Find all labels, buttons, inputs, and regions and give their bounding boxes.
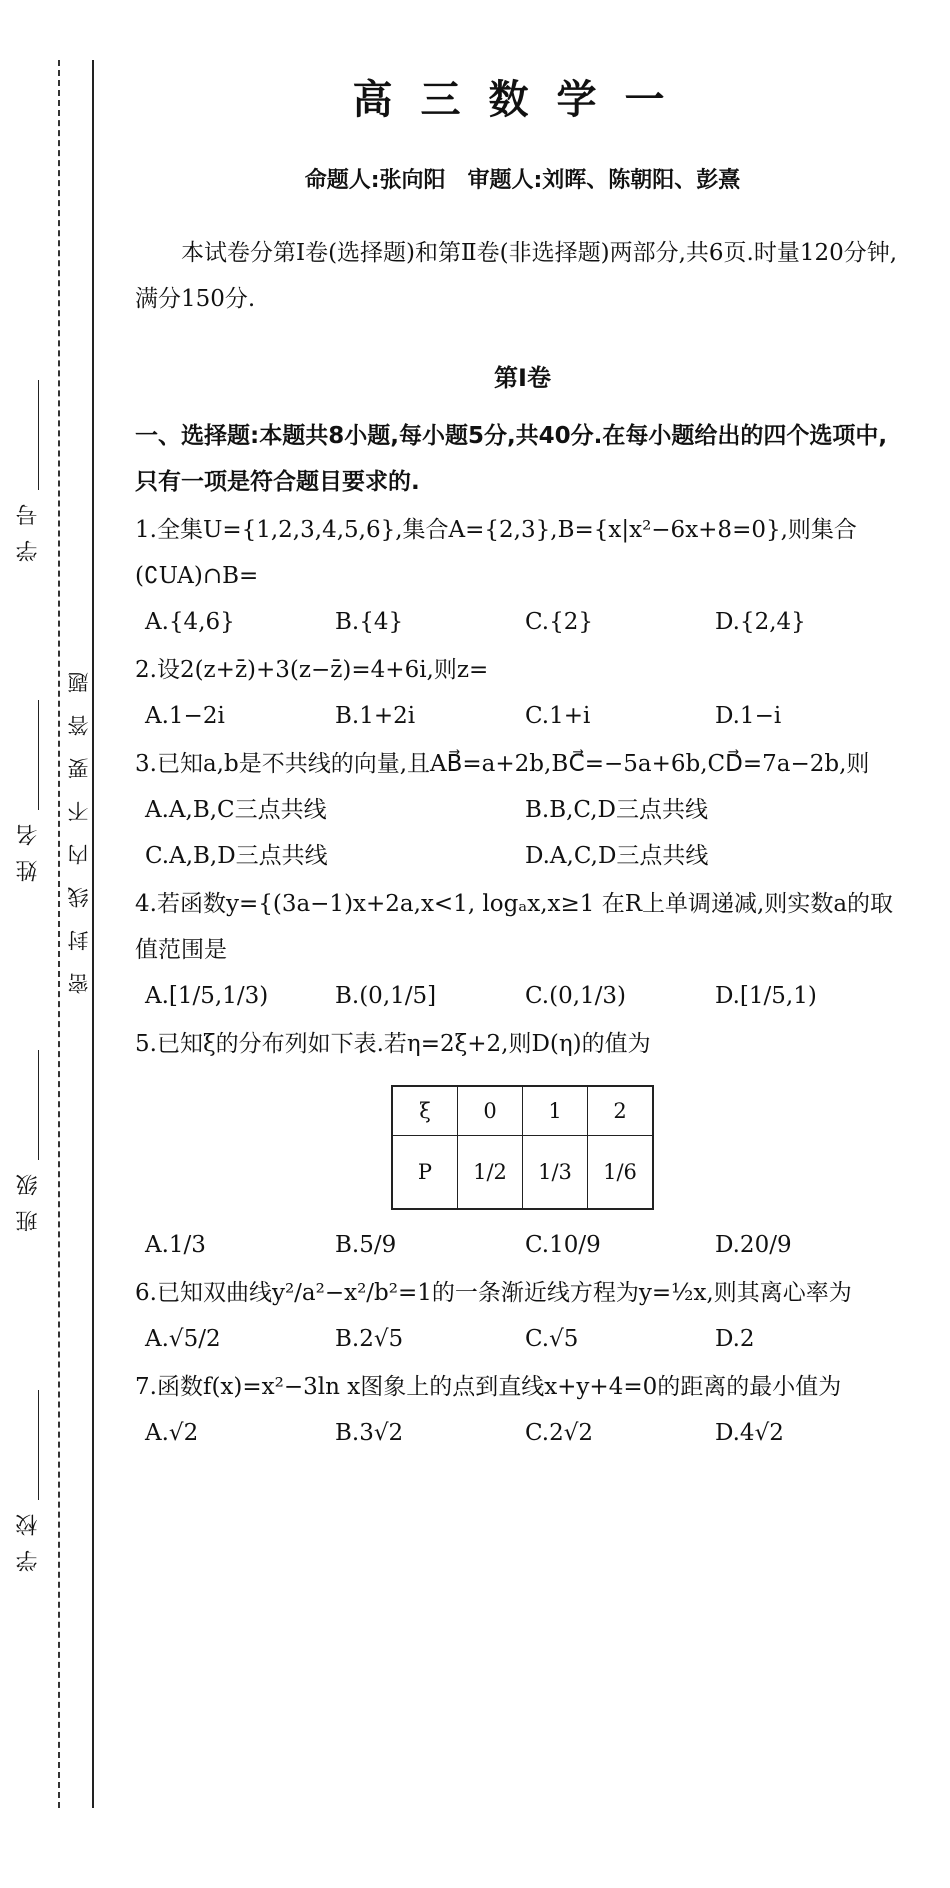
- table-row: [392, 1136, 653, 1210]
- option-b: B.{4}: [335, 609, 404, 635]
- page-title: 高三数学一: [352, 77, 693, 123]
- table-cell: P: [392, 1136, 458, 1210]
- school-field: [8, 1390, 48, 1572]
- question-6: [135, 1270, 910, 1362]
- class-label: 班级: [15, 1160, 41, 1232]
- option-c: C.√5: [525, 1326, 579, 1352]
- class-blank: [38, 1050, 39, 1160]
- school-blank: [38, 1390, 39, 1500]
- name-label: 姓名: [15, 810, 41, 882]
- option-c: C.{2}: [525, 609, 593, 635]
- option-a: A.1−2i: [145, 703, 225, 729]
- question-5: [135, 1021, 910, 1268]
- option-b: B.3√2: [335, 1420, 404, 1446]
- option-list: [135, 1410, 910, 1456]
- intro-paragraph: 本试卷分第Ⅰ卷(选择题)和第Ⅱ卷(非选择题)两部分,共6页.时量120分钟,满分150分.: [135, 240, 898, 312]
- option-d: D.{2,4}: [715, 609, 806, 635]
- option-d: D.A,C,D三点共线: [525, 843, 709, 869]
- student-id-field: [8, 380, 48, 562]
- option-list: [135, 693, 910, 739]
- option-a: A.√2: [145, 1420, 199, 1446]
- option-list: [135, 833, 910, 879]
- table-header-row: [392, 1086, 653, 1136]
- name-field: [8, 700, 48, 882]
- option-list: [135, 973, 910, 1019]
- question-7: [135, 1364, 910, 1456]
- class-field: [8, 1050, 48, 1232]
- option-list: [135, 599, 910, 645]
- option-b: B.1+2i: [335, 703, 416, 729]
- table-cell: 1/3: [523, 1136, 588, 1210]
- authors-line: 命题人:张向阳 审题人:刘晖、陈朝阳、彭熹: [304, 168, 741, 193]
- option-b: B.5/9: [335, 1232, 397, 1258]
- question-4: [135, 881, 910, 1019]
- option-c: C.2√2: [525, 1420, 594, 1446]
- student-id-blank: [38, 380, 39, 490]
- option-c: C.1+i: [525, 703, 591, 729]
- binding-margin: [0, 0, 110, 1888]
- question-text: 2.设2(z+z̄)+3(z−z̄)=4+6i,则z=: [135, 657, 489, 683]
- table-cell: 1/2: [458, 1136, 523, 1210]
- option-c: C.A,B,D三点共线: [145, 843, 328, 869]
- option-d: D.2: [715, 1326, 755, 1352]
- distribution-table: [391, 1085, 654, 1210]
- part-heading: 第Ⅰ卷: [494, 364, 551, 392]
- question-text: 1.全集U={1,2,3,4,5,6},集合A={2,3},B={x|x²−6x+8=0},则集合(∁UA)∩B=: [135, 517, 857, 589]
- question-text: 6.已知双曲线y²/a²−x²/b²=1的一条渐近线方程为y=½x,则其离心率为: [135, 1280, 852, 1306]
- section-instructions: 一、选择题:本题共8小题,每小题5分,共40分.在每小题给出的四个选项中,只有一项是符合题目要求的.: [135, 423, 888, 495]
- option-b: B.B,C,D三点共线: [525, 797, 708, 823]
- table-cell: 1/6: [588, 1136, 654, 1210]
- table-cell: 1: [523, 1086, 588, 1136]
- option-a: A.1/3: [145, 1232, 206, 1258]
- option-list: [135, 1316, 910, 1362]
- school-label: 学校: [15, 1500, 41, 1572]
- name-blank: [38, 700, 39, 810]
- question-2: [135, 647, 910, 739]
- student-id-label: 学号: [15, 490, 41, 562]
- table-cell: 2: [588, 1086, 654, 1136]
- seal-warning: 密封线内不要答题: [67, 650, 91, 994]
- option-d: D.20/9: [715, 1232, 792, 1258]
- question-text: 4.若函数y={(3a−1)x+2a,x<1, logₐx,x≥1 在R上单调递减,则实数a的取值范围是: [135, 891, 894, 963]
- table-cell: 0: [458, 1086, 523, 1136]
- option-b: B.(0,1/5]: [335, 983, 437, 1009]
- question-1: [135, 507, 910, 645]
- option-d: D.1−i: [715, 703, 782, 729]
- option-a: A.√5/2: [145, 1326, 221, 1352]
- option-c: C.10/9: [525, 1232, 601, 1258]
- option-d: D.[1/5,1): [715, 983, 817, 1009]
- question-3: [135, 741, 910, 879]
- option-b: B.2√5: [335, 1326, 404, 1352]
- option-list: [135, 787, 910, 833]
- option-d: D.4√2: [715, 1420, 784, 1446]
- option-a: A.A,B,C三点共线: [145, 797, 327, 823]
- question-text: 3.已知a,b是不共线的向量,且AB⃗=a+2b,BC⃗=−5a+6b,CD⃗=7a−2b,则: [135, 751, 870, 777]
- binding-dashed-line: [58, 60, 60, 1808]
- table-cell: ξ: [392, 1086, 458, 1136]
- option-a: A.[1/5,1/3): [145, 983, 269, 1009]
- question-text: 7.函数f(x)=x²−3ln x图象上的点到直线x+y+4=0的距离的最小值为: [135, 1374, 842, 1400]
- option-list: [135, 1222, 910, 1268]
- exam-content: [135, 0, 910, 1456]
- option-a: A.{4,6}: [145, 609, 235, 635]
- question-text: 5.已知ξ的分布列如下表.若η=2ξ+2,则D(η)的值为: [135, 1031, 651, 1057]
- option-c: C.(0,1/3): [525, 983, 626, 1009]
